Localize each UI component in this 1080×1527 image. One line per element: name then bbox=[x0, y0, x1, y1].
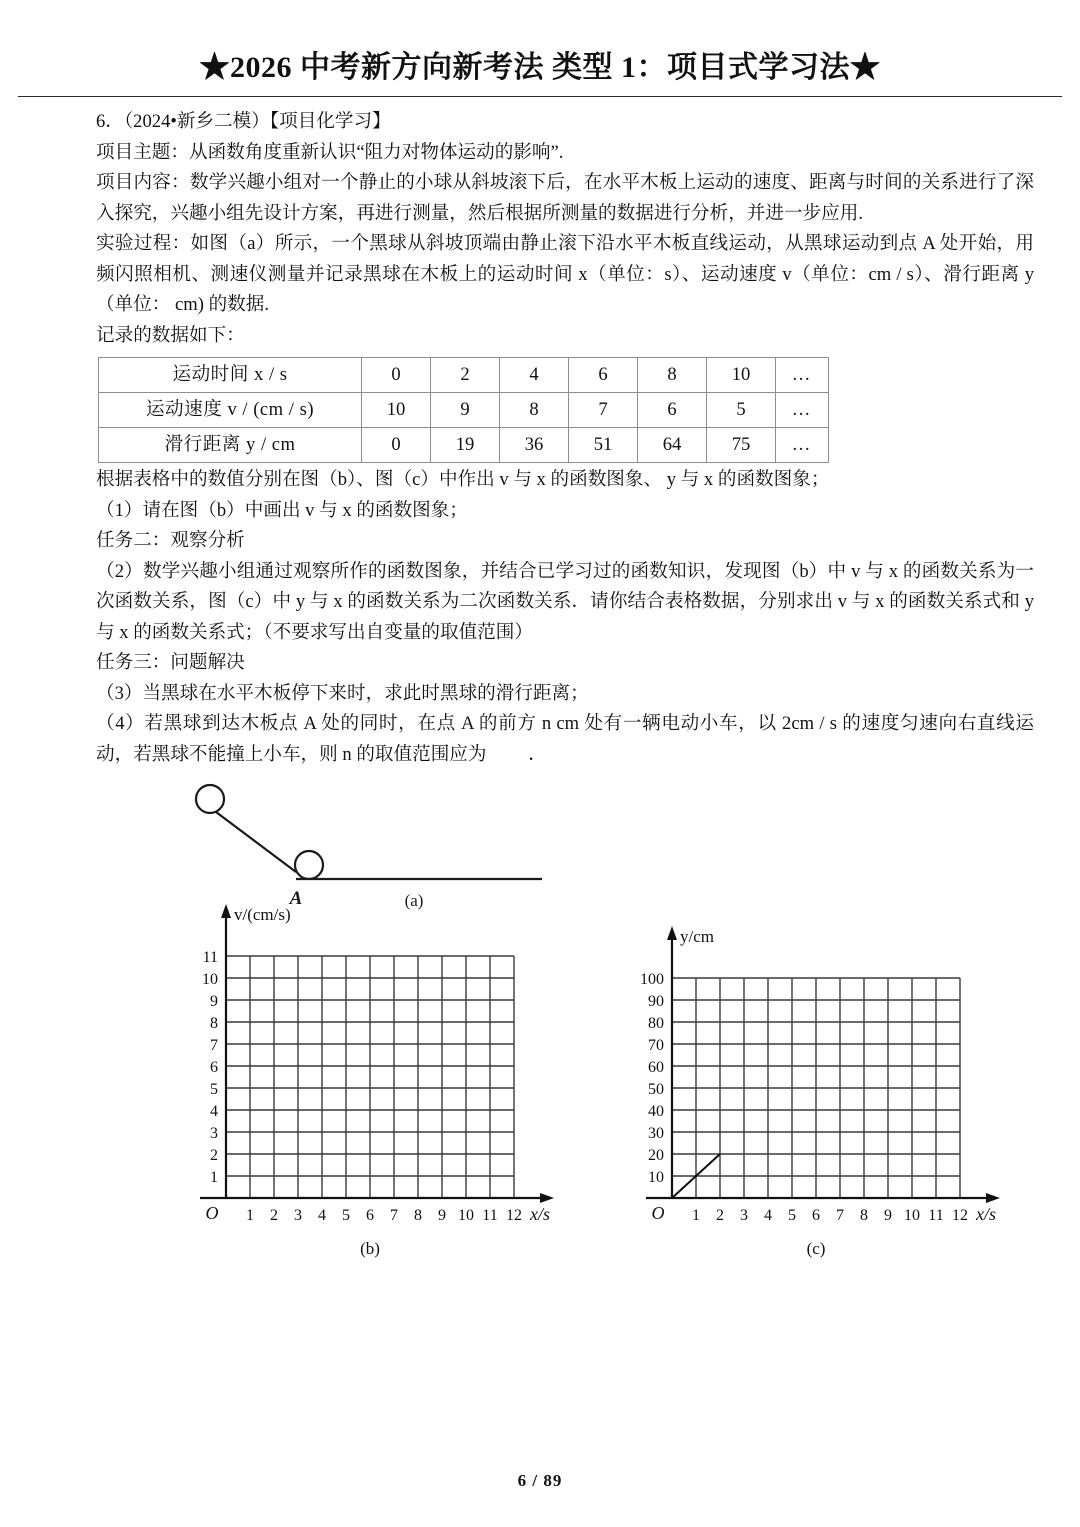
x-axis-arrow-icon bbox=[986, 1193, 1000, 1203]
page-footer: 6 / 89 bbox=[517, 1471, 563, 1490]
cell-distance-ellipsis: … bbox=[776, 428, 829, 463]
row-header-distance: 滑行距离 y / cm bbox=[99, 428, 362, 463]
data-table-wrapper bbox=[98, 357, 1034, 463]
x-axis-label: x/s bbox=[530, 1204, 550, 1224]
page-title: ★2026 中考新方向新考法 类型 1：项目式学习法★ bbox=[199, 51, 881, 84]
cell-time-4: 8 bbox=[638, 358, 707, 393]
cell-speed-5: 5 bbox=[707, 393, 776, 428]
x-axis-arrow-icon bbox=[540, 1193, 554, 1203]
x-tick-label: 2 bbox=[716, 1207, 724, 1224]
x-tick-label: 11 bbox=[482, 1207, 498, 1224]
y-tick-label: 9 bbox=[210, 993, 218, 1010]
chart-caption: (c) bbox=[806, 1239, 826, 1258]
cell-time-2: 4 bbox=[500, 358, 569, 393]
y-tick-label: 11 bbox=[202, 949, 218, 966]
y-tick-label: 90 bbox=[648, 993, 664, 1010]
cell-distance-3: 51 bbox=[569, 428, 638, 463]
x-tick-label: 1 bbox=[246, 1207, 254, 1224]
x-tick-label: 8 bbox=[860, 1207, 868, 1224]
x-axis-label: x/s bbox=[976, 1204, 996, 1224]
figure-a bbox=[192, 784, 572, 925]
y-tick-label: 10 bbox=[202, 971, 218, 988]
chart-c-svg bbox=[614, 926, 1014, 1261]
y-tick-label: 70 bbox=[648, 1037, 664, 1054]
x-tick-label: 4 bbox=[318, 1207, 326, 1224]
origin-label: O bbox=[651, 1203, 665, 1223]
ball-bottom-icon bbox=[295, 851, 323, 879]
y-axis-label: v/(cm/s) bbox=[234, 905, 291, 924]
question-3: （3）当黑球在水平木板停下来时，求此时黑球的滑行距离； bbox=[96, 682, 589, 704]
task-2-label: 任务二：观察分析 bbox=[96, 530, 245, 551]
cell-speed-2: 8 bbox=[500, 393, 569, 428]
x-tick-label: 3 bbox=[294, 1207, 302, 1224]
x-tick-label: 7 bbox=[390, 1207, 398, 1224]
y-tick-label: 10 bbox=[648, 1169, 664, 1186]
cell-speed-0: 10 bbox=[362, 393, 431, 428]
figure-a-caption: (a) bbox=[404, 891, 424, 910]
ball-top-icon bbox=[196, 785, 224, 813]
figures-area bbox=[96, 784, 1034, 1264]
y-axis-label: y/cm bbox=[680, 927, 714, 946]
y-tick-label: 1 bbox=[210, 1169, 218, 1186]
figure-c bbox=[614, 926, 1014, 1272]
y-tick-label: 40 bbox=[648, 1103, 664, 1120]
project-theme-label: 项目主题： bbox=[96, 141, 189, 163]
x-tick-label: 5 bbox=[788, 1207, 796, 1224]
y-tick-label: 4 bbox=[210, 1103, 218, 1120]
cell-distance-0: 0 bbox=[362, 428, 431, 463]
x-tick-label: 7 bbox=[836, 1207, 844, 1224]
y-tick-label: 6 bbox=[210, 1059, 218, 1076]
measurement-table bbox=[98, 357, 829, 463]
cell-distance-1: 19 bbox=[431, 428, 500, 463]
x-tick-label: 5 bbox=[342, 1207, 350, 1224]
measurement-table-body bbox=[99, 358, 829, 463]
project-content-text: 数学兴趣小组对一个静止的小球从斜坡滚下后，在水平木板上运动的速度、距离与时间的关系进行了深入探究，兴趣小组先设计方案，再进行测量，然后根据所测量的数据进行分析，并进一步应用. bbox=[96, 172, 1034, 224]
y-tick-label: 8 bbox=[210, 1015, 218, 1032]
y-tick-label: 2 bbox=[210, 1147, 218, 1164]
y-axis-arrow-icon bbox=[667, 926, 677, 940]
x-tick-label: 12 bbox=[506, 1207, 522, 1224]
question-4: （4）若黑球到达木板点 A 处的同时，在点 A 的前方 n cm 处有一辆电动小车，以 2cm / s 的速度匀速向右直线运动，若黑球不能撞上小车，则 n 的取值范围应为 ． bbox=[96, 713, 1034, 765]
ramp-line bbox=[216, 812, 296, 872]
cell-speed-3: 7 bbox=[569, 393, 638, 428]
y-tick-label: 80 bbox=[648, 1015, 664, 1032]
document-content bbox=[0, 97, 1080, 1264]
y-tick-label: 5 bbox=[210, 1081, 218, 1098]
project-content bbox=[96, 168, 1034, 229]
x-tick-label: 12 bbox=[952, 1207, 968, 1224]
chart-caption: (b) bbox=[360, 1239, 380, 1258]
x-tick-label: 6 bbox=[812, 1207, 820, 1224]
x-tick-label: 4 bbox=[764, 1207, 772, 1224]
project-theme-text: 从函数角度重新认识“阻力对物体运动的影响”. bbox=[188, 141, 564, 163]
x-tick-label: 1 bbox=[692, 1207, 700, 1224]
experiment-process bbox=[96, 229, 1034, 321]
question-2: （2）数学兴趣小组通过观察所作的函数图象，并结合已学习过的函数知识，发现图（b）中 v 与 x 的函数关系为一次函数关系，图（c）中 y 与 x 的函数关系为二次函数关系．请你结合表格数据，分别求出 v 与 x 的函数关系式和 y 与 x 的函数关系式；（不要求写出自变量的取值范围） bbox=[96, 560, 1034, 643]
x-tick-label: 2 bbox=[270, 1207, 278, 1224]
figure-b bbox=[196, 905, 556, 1272]
table-row bbox=[99, 428, 829, 463]
chart-b-svg bbox=[196, 905, 556, 1261]
cell-time-3: 6 bbox=[569, 358, 638, 393]
cell-time-5: 10 bbox=[707, 358, 776, 393]
origin-label: O bbox=[205, 1203, 219, 1223]
y-tick-label: 30 bbox=[648, 1125, 664, 1142]
x-tick-label: 6 bbox=[366, 1207, 374, 1224]
question-1: （1）请在图（b）中画出 v 与 x 的函数图象； bbox=[96, 499, 468, 521]
figure-a-svg bbox=[192, 784, 572, 914]
cell-speed-ellipsis: … bbox=[776, 393, 829, 428]
x-tick-label: 11 bbox=[928, 1207, 944, 1224]
tasks-intro: 根据表格中的数值分别在图（b）、图（c）中作出 v 与 x 的函数图象、 y 与 x 的函数图象； bbox=[96, 469, 830, 490]
y-tick-label: 50 bbox=[648, 1081, 664, 1098]
task-3-label: 任务三：问题解决 bbox=[96, 652, 245, 673]
cell-time-1: 2 bbox=[431, 358, 500, 393]
problem-number: 6．（2024•新乡二模）【项目化学习】 bbox=[96, 111, 391, 132]
cell-time-ellipsis: … bbox=[776, 358, 829, 393]
x-tick-label: 10 bbox=[458, 1207, 474, 1224]
y-tick-label: 100 bbox=[640, 971, 664, 988]
y-tick-label: 20 bbox=[648, 1147, 664, 1164]
experiment-process-text: 如图（a）所示，一个黑球从斜坡顶端由静止滚下沿水平木板直线运动，从黑球运动到点 A 处开始，用频闪照相机、测速仪测量并记录黑球在木板上的运动时间 x（单位：s）、运动速度 v（单位：cm / s）、滑行距离 y （单位： cm) 的数据. bbox=[96, 233, 1034, 315]
point-a-label: A bbox=[289, 888, 303, 909]
x-tick-label: 3 bbox=[740, 1207, 748, 1224]
y-tick-label: 7 bbox=[210, 1037, 218, 1054]
x-tick-label: 9 bbox=[438, 1207, 446, 1224]
row-header-speed: 运动速度 v / (cm / s) bbox=[99, 393, 362, 428]
cell-distance-5: 75 bbox=[707, 428, 776, 463]
experiment-process-label: 实验过程： bbox=[96, 233, 191, 254]
project-content-label: 项目内容： bbox=[96, 172, 190, 193]
x-tick-label: 8 bbox=[414, 1207, 422, 1224]
x-tick-label: 10 bbox=[904, 1207, 920, 1224]
row-header-time: 运动时间 x / s bbox=[99, 358, 362, 393]
table-row bbox=[99, 358, 829, 393]
x-tick-label: 9 bbox=[884, 1207, 892, 1224]
cell-speed-4: 6 bbox=[638, 393, 707, 428]
y-tick-label: 3 bbox=[210, 1125, 218, 1142]
cell-distance-4: 64 bbox=[638, 428, 707, 463]
cell-time-0: 0 bbox=[362, 358, 431, 393]
table-row bbox=[99, 393, 829, 428]
record-label: 记录的数据如下： bbox=[96, 324, 245, 346]
y-tick-label: 60 bbox=[648, 1059, 664, 1076]
project-theme bbox=[96, 138, 1034, 169]
cell-distance-2: 36 bbox=[500, 428, 569, 463]
cell-speed-1: 9 bbox=[431, 393, 500, 428]
